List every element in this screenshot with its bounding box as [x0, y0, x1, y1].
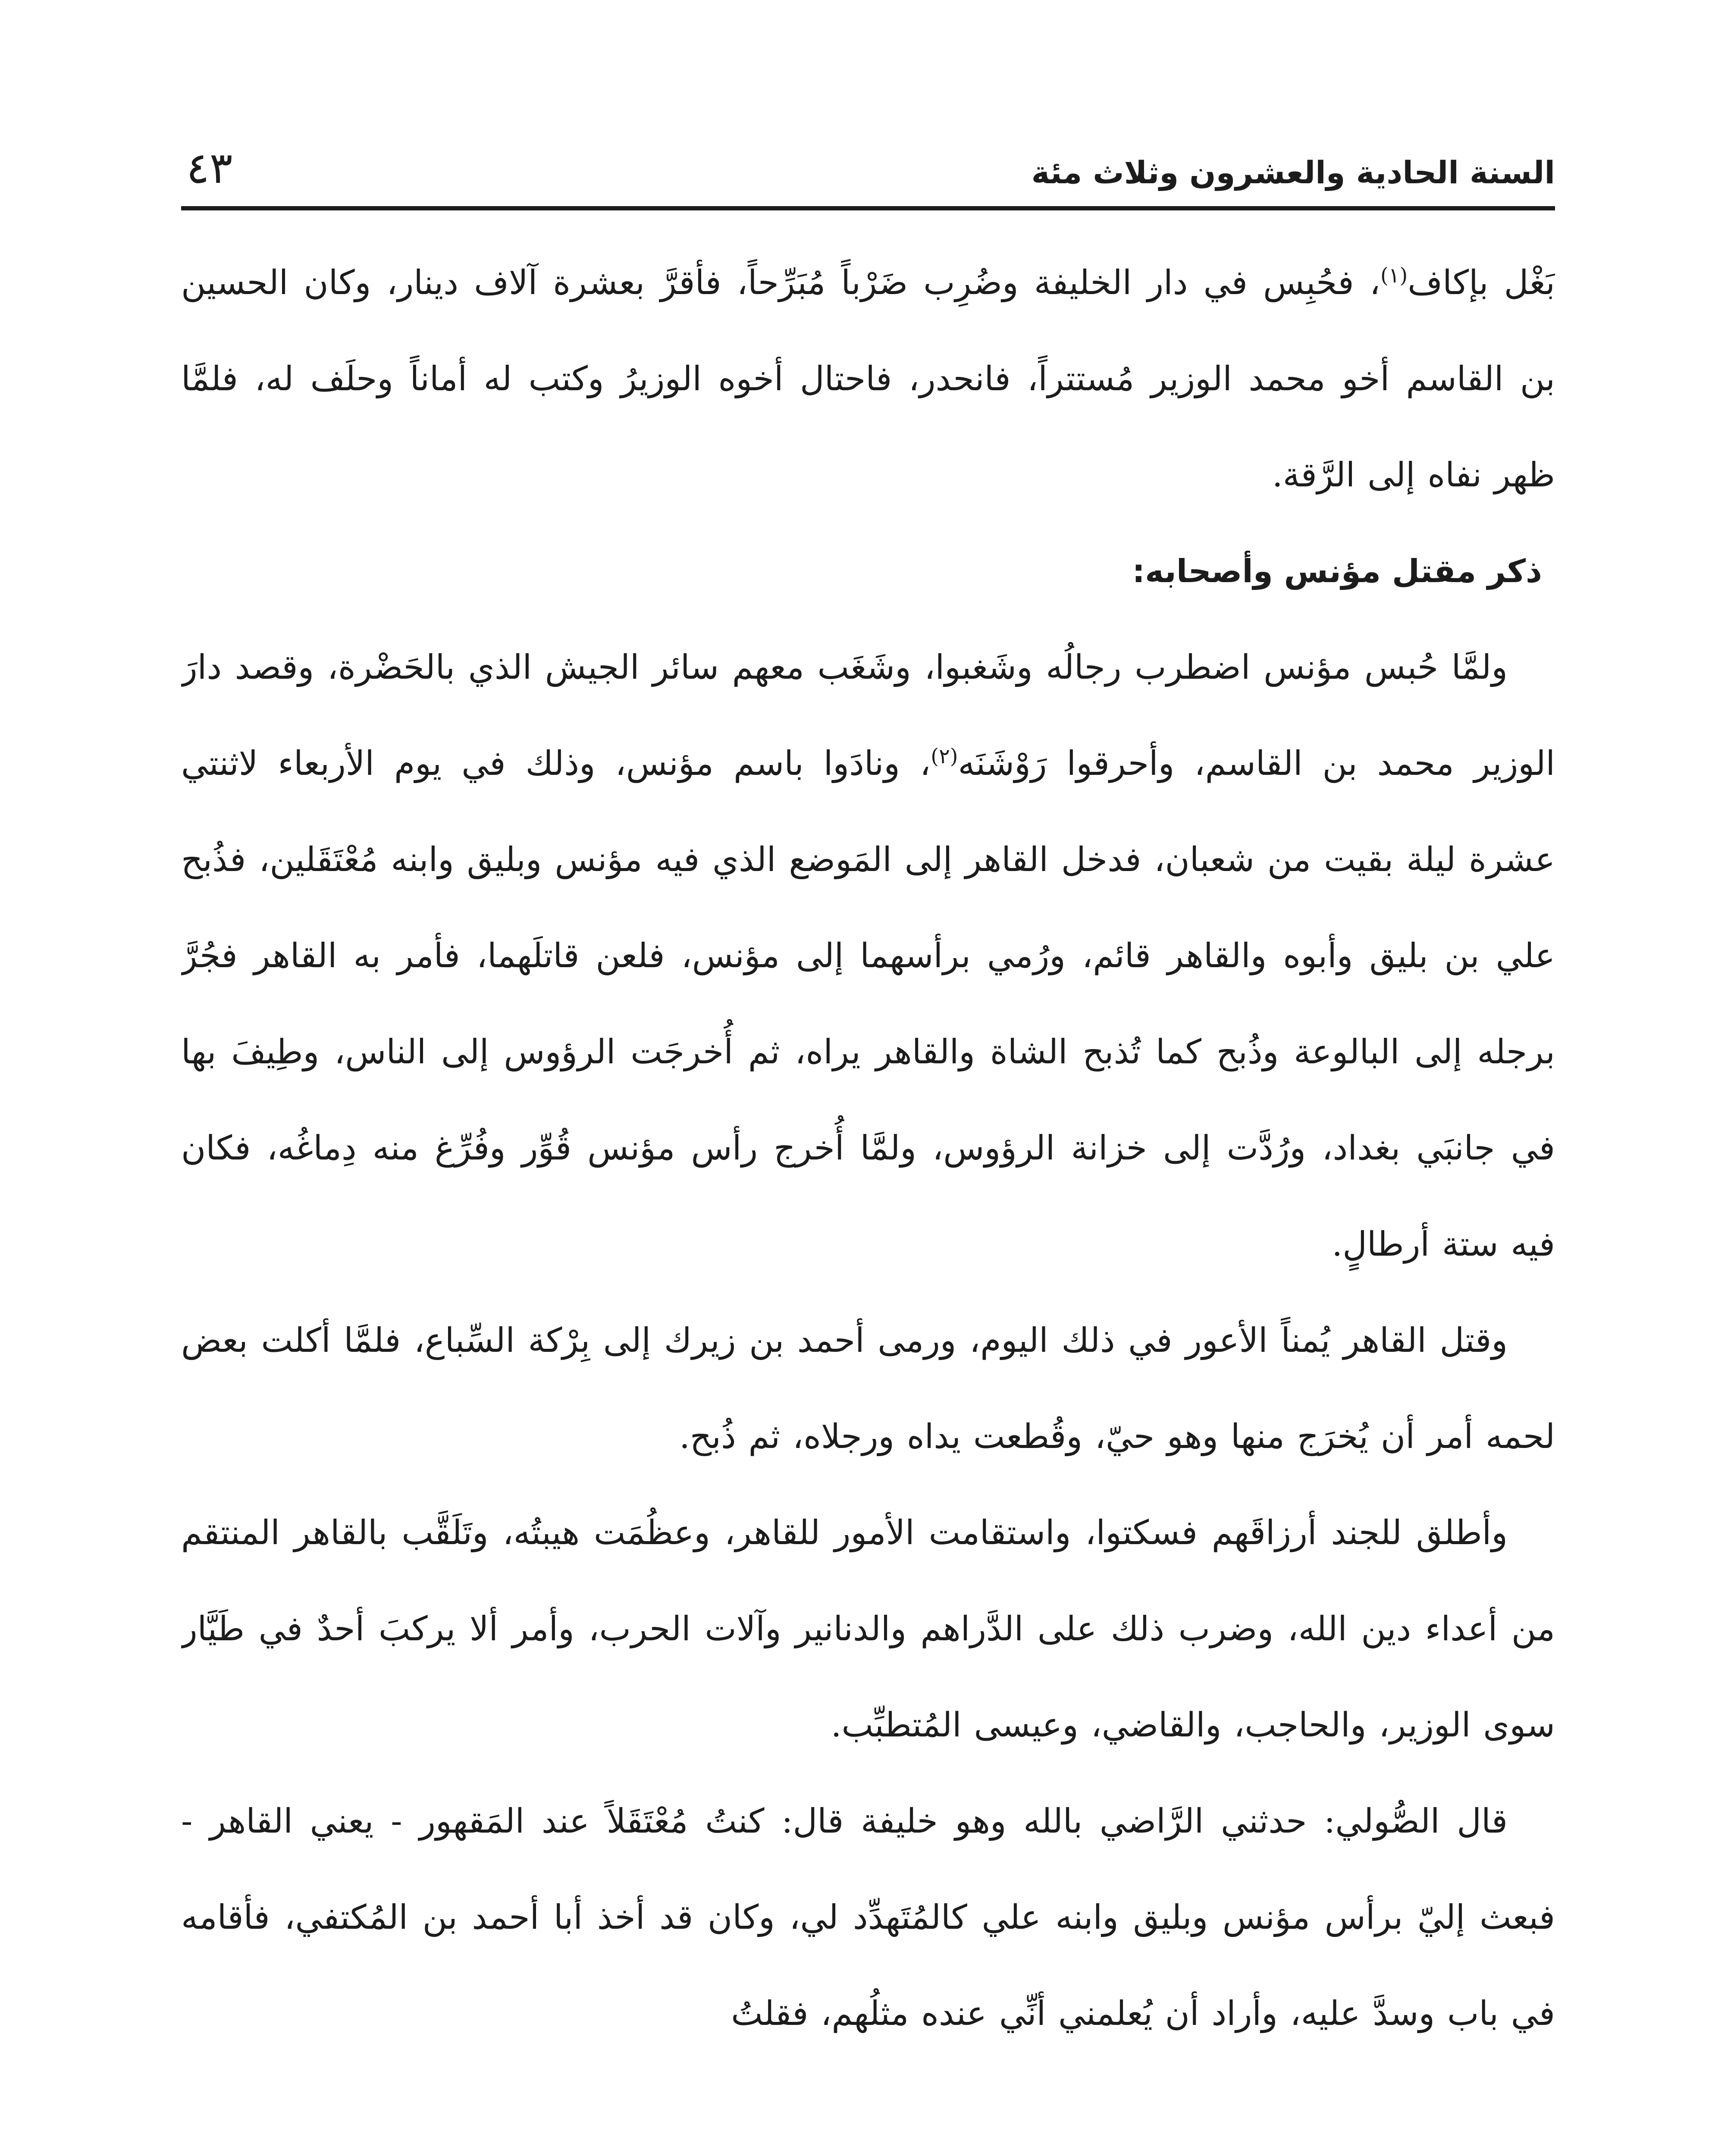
paragraph-4: وأطلق للجند أرزاقَهم فسكتوا، واستقامت الأمور للقاهر، وعظُمَت هيبتُه، وتَلَقَّب بالقاهر المنتقم من أعداء دين الله، وضرب ذلك على الدَّراهم والدنانير وآلات الحرب، وأمر ألا يركبَ أحدٌ في طَيَّار سوى الوزير، والحاجب، والقاضي، وعيسى المُتطبِّب.	[181, 1514, 1555, 1745]
footnote-ref-2: (٢)	[931, 744, 958, 768]
paragraph-3: وقتل القاهر يُمناً الأعور في ذلك اليوم، ورمى أحمد بن زيرك إلى بِرْكة السِّباع، فلمَّا أكلت بعض لحمه أمر أن يُخرَج منها وهو حيّ، وقُطعت يداه ورجلاه، ثم ذُبح.	[181, 1321, 1555, 1456]
footnote-ref-1: (١)	[1380, 263, 1408, 288]
paragraph-2	[181, 620, 1555, 1293]
paragraph-5: قال الصُّولي: حدثني الرَّاضي بالله وهو خليفة قال: كنتُ مُعْتَقَلاً عند المَقهور - يعني القاهر - فبعث إليّ برأس مؤنس وبليق وابنه علي كالمُتَهدِّد لي، وكان قد أخذ أبا أحمد بن المُكتفي، فأقامه في باب وسدَّ عليه، وأراد أن يُعلمني أنِّي عنده مثلُهم، فقلتُ	[181, 1802, 1555, 2033]
main-text	[181, 235, 1555, 2132]
paragraph-1	[181, 235, 1555, 523]
paragraph-1-rest: ، فحُبِس في دار الخليفة وضُرِب ضَرْباً مُبَرِّحاً، فأقرَّ بعشرة آلاف دينار، وكان الحسين بن القاسم أخو محمد الوزير مُستتراً، فانحدر، فاحتال أخوه الوزيرُ وكتب له أماناً وحلَف له، فلمَّا ظهر نفاه إلى الرَّقة.	[181, 263, 1555, 495]
page-number: ٤٣	[186, 143, 233, 193]
section-heading: ذكر مقتل مؤنس وأصحابه:	[1132, 553, 1542, 590]
running-title: السنة الحادية والعشرون وثلاث مئة	[1031, 154, 1555, 191]
header-rule	[181, 206, 1555, 210]
paragraph-2-rest: ، ونادَوا باسم مؤنس، وذلك في يوم الأربعاء لاثنتي عشرة ليلة بقيت من شعبان، فدخل القاهر إلى المَوضع الذي فيه مؤنس وبليق وابنه مُعْتَقَلين، فذُبح علي بن بليق وأبوه والقاهر قائم، ورُمي برأسهما إلى مؤنس، فلعن قاتلَهما، فأمر به القاهر فجُرَّ برجله إلى البالوعة وذُبح كما تُذبح الشاة والقاهر يراه، ثم أُخرجَت الرؤوس إلى الناس، وطِيفَ بها في جانبَي بغداد، ورُدَّت إلى خزانة الرؤوس، ولمَّا أُخرج رأس مؤنس قُوِّر وفُرِّغ منه دِماغُه، فكان فيه ستة أرطالٍ.	[181, 744, 1555, 1264]
running-head	[181, 134, 1555, 198]
paragraph-2-start: ولمَّا حُبس مؤنس اضطرب رجالُه وشَغبوا، وشَغَب معهم سائر الجيش الذي بالحَضْرة، وقصد دارَ الوزير محمد بن القاسم، وأحرقوا رَوْشَنَه	[181, 648, 1555, 783]
paragraph-1-start: بَغْل بإكاف	[1408, 263, 1555, 302]
